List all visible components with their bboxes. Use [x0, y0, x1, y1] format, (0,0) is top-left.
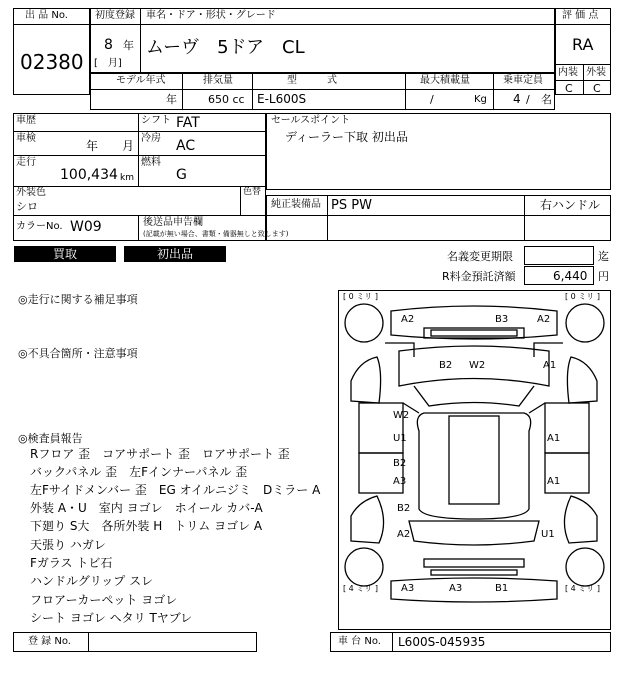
documents-label: 後送品申告欄 — [143, 217, 203, 228]
capacity-label: 乗車定員 — [503, 75, 543, 86]
inspector-line: 天張り ハガレ — [30, 538, 106, 552]
interior-score: C — [565, 82, 573, 95]
color-number-label: カラーNo. — [16, 221, 63, 232]
shift-value: FAT — [176, 115, 200, 131]
inspector-line: シート ヨゴレ ヘタリ Tヤブレ — [30, 611, 193, 625]
max-load-unit: Kg — [474, 94, 487, 105]
mark-right-fender: A1 — [543, 360, 557, 371]
exterior-score: C — [593, 82, 601, 95]
inspector-line: 下廻り S大 各所外装 H トリム ヨゴレ A — [30, 519, 263, 533]
odometer-label: 走行 — [16, 157, 36, 168]
capacity-separator: / — [526, 93, 530, 106]
exterior-color-value: シロ — [16, 200, 38, 213]
tire-rear-left: [ 4 ミリ ] — [343, 584, 378, 593]
recycle-value: 6,440 — [553, 269, 588, 283]
sales-point-text: ディーラー下取 初出品 — [285, 130, 408, 144]
model-year-unit: 年 — [166, 93, 177, 106]
sales-point-label: セールスポイント — [271, 115, 351, 126]
ac-value: AC — [176, 138, 196, 154]
mark-front-right: A2 — [537, 314, 551, 325]
displacement-label: 排気量 — [203, 75, 233, 86]
inspector-line: 左Fサイドメンバー 歪 EG オイルニジミ Dミラー A — [30, 483, 321, 497]
first-registration-label: 初度登録 — [95, 10, 135, 21]
max-load-label: 最大積載量 — [420, 75, 470, 86]
driving-notes-label: ◎走行に関する補足事項 — [18, 293, 138, 306]
displacement-value: 650 cc — [208, 93, 245, 106]
name-change-box — [524, 246, 594, 265]
mark-hood-b2: B2 — [439, 360, 453, 371]
documents-note: (記載が無い場合、書類・備器無しと致します) — [143, 230, 289, 238]
exterior-label: 外装 — [586, 67, 606, 78]
steering-value: 右ハンドル — [540, 198, 601, 212]
model-year-label: モデル年式 — [116, 75, 166, 86]
shift-label: シフト — [141, 115, 171, 126]
type-value: E-L600S — [257, 92, 307, 106]
inspector-line: フロアーカーペット ヨゴレ — [30, 593, 178, 607]
odometer-value: 100,434 — [60, 167, 118, 183]
tire-front-left: [ 0 ミリ ] — [343, 292, 378, 301]
capacity-value: 4 — [513, 92, 521, 106]
exterior-color-label: 外装色 — [16, 187, 46, 198]
max-load-value: / — [430, 93, 434, 106]
mark-right-mid-a1: A1 — [547, 476, 561, 487]
recycle-label: R料金預託済額 — [442, 270, 516, 283]
fuel-value: G — [176, 167, 187, 183]
registration-month: [ 月] — [94, 58, 122, 69]
fuel-label: 燃料 — [141, 157, 161, 168]
capacity-unit: 名 — [541, 93, 552, 106]
evaluation-label: 評 価 点 — [562, 10, 599, 21]
color-number-value: W09 — [70, 219, 102, 235]
mark-rear-left: A3 — [401, 583, 415, 594]
mark-front-left: A2 — [401, 314, 415, 325]
interior-label: 内装 — [558, 67, 578, 78]
inspection-label: 車検 — [16, 133, 36, 144]
odometer-unit: km — [120, 173, 134, 183]
mark-left-front-u1: U1 — [393, 433, 407, 444]
inspector-line: バックパネル 歪 左Fインナーパネル 歪 — [30, 465, 248, 479]
mark-rear-center: A3 — [449, 583, 463, 594]
name-change-label: 名義変更期限 — [447, 250, 513, 263]
inspector-line: Fガラス トビ石 — [30, 556, 113, 570]
inspector-line: 外装 A・U 室内 ヨゴレ ホイール カバ-A — [30, 501, 263, 515]
inspector-line: Rフロア 歪 コアサポート 歪 ロアサポート 歪 — [30, 447, 290, 461]
car-outline — [339, 291, 610, 629]
recycle-unit: 円 — [598, 270, 609, 283]
equipment-label: 純正装備品 — [271, 199, 321, 210]
mark-left-rear-b2: B2 — [397, 503, 411, 514]
inspector-report-label: ◎検査員報告 — [18, 432, 83, 445]
car-name-label: 車名・ドア・形状・グレード — [146, 10, 276, 21]
damage-diagram — [338, 290, 611, 630]
tire-rear-right: [ 4 ミリ ] — [565, 584, 600, 593]
car-name: ムーヴ 5ドア CL — [146, 37, 305, 58]
defect-notes-label: ◎不具合箇所・注意事項 — [18, 347, 138, 360]
name-change-unit: 迄 — [598, 250, 609, 263]
type-label: 型 式 — [287, 75, 337, 86]
registration-year: 8 — [104, 37, 113, 53]
evaluation-score: RA — [572, 35, 594, 54]
inspection-value: 年 月 — [86, 139, 135, 153]
mark-hood-w2: W2 — [469, 360, 486, 371]
buy-badge: 買取 — [14, 246, 116, 262]
first-listing-badge: 初出品 — [124, 246, 226, 262]
chassis-number-label: 車 台 No. — [338, 636, 381, 647]
inspector-line: ハンドルグリップ スレ — [30, 574, 154, 588]
mark-left-mid-a3: A3 — [393, 476, 407, 487]
tire-front-right: [ 0 ミリ ] — [565, 292, 600, 301]
mark-right-rear-u1: U1 — [541, 529, 555, 540]
registration-number-label: 登 録 No. — [28, 636, 71, 647]
ac-label: 冷房 — [141, 133, 161, 144]
equipment-value: PS PW — [331, 198, 372, 213]
mark-left-mid-b2: B2 — [393, 458, 407, 469]
lot-number: 02380 — [20, 50, 84, 74]
mark-rear-right: B1 — [495, 583, 509, 594]
lot-number-label: 出 品 No. — [25, 10, 68, 21]
mark-left-front-w2: W2 — [393, 410, 410, 421]
registration-year-unit: 年 — [123, 39, 134, 52]
history-label: 車歴 — [16, 115, 36, 126]
mark-right-front-a1: A1 — [547, 433, 561, 444]
mark-front-center: B3 — [495, 314, 509, 325]
mark-left-rear-a2: A2 — [397, 529, 411, 540]
color-change-label: 色替 — [243, 187, 262, 197]
chassis-number-value: L600S-045935 — [398, 635, 486, 649]
